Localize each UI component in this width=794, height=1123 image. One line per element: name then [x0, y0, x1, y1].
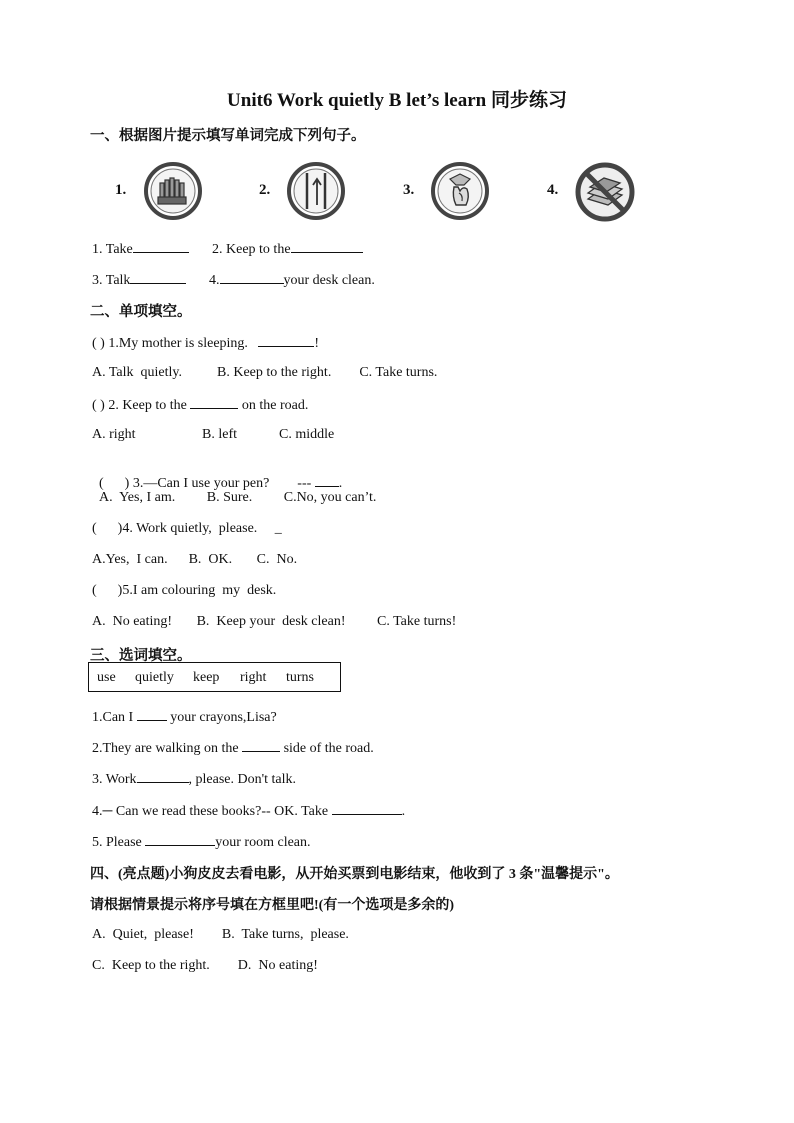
p2-q1-end: !	[314, 336, 320, 351]
p1-q3	[92, 271, 186, 289]
p1-q4	[209, 271, 375, 289]
word-bank-word: keep	[193, 670, 220, 685]
p3-q5-blank[interactable]	[145, 833, 215, 846]
p2-q1-text: ( ) 1.My mother is sleeping.	[92, 336, 248, 351]
p3-q5-text-end: your room clean.	[215, 835, 311, 850]
p3-q2-text: 2.They are walking on the	[92, 741, 239, 756]
p3-q4-text: 4.─ Can we read these books?-- OK. Take	[92, 804, 329, 819]
section-4-heading-line2: 请根据情景提示将序号填在方框里吧!(有一个选项是多余的)	[90, 898, 454, 913]
word-bank-word: quietly	[135, 670, 174, 685]
p1-q2-blank[interactable]	[291, 240, 363, 253]
p2-q3-options: A. Yes, I am. B. Sure. C.No, you can’t.	[99, 490, 377, 505]
p3-q5	[92, 833, 311, 851]
p3-q4	[92, 802, 405, 820]
p3-q2-blank[interactable]	[242, 739, 280, 752]
p3-q2	[92, 739, 374, 757]
p2-q3	[92, 458, 342, 492]
hand-quiet-icon	[430, 161, 490, 221]
p2-q2-text-end: on the road.	[241, 398, 309, 413]
p3-q3-text: 3. Work	[92, 772, 137, 787]
word-bank-word: turns	[286, 670, 314, 685]
p2-q4-options: A.Yes, I can. B. OK. C. No.	[92, 552, 298, 567]
p3-q1-text: 1.Can I	[92, 710, 134, 725]
p2-q2-blank[interactable]	[190, 396, 238, 409]
p1-q4-num: 4.	[209, 273, 220, 288]
p2-q1-blank[interactable]	[258, 334, 314, 347]
p1-q3-text: 3. Talk	[92, 273, 131, 288]
p1-q2-text: 2. Keep to the	[212, 242, 291, 257]
p1-q1	[92, 240, 189, 258]
p3-q4-blank[interactable]	[332, 802, 402, 815]
p2-q5-options: A. No eating! B. Keep your desk clean! C. Take turns!	[92, 614, 457, 629]
picture-number-1: 1.	[115, 182, 127, 198]
p3-q3	[92, 770, 296, 788]
p2-q5: ( )5.I am colouring my desk.	[92, 583, 277, 598]
p2-q3-end: .	[338, 476, 343, 491]
p4-options-ab: A. Quiet, please! B. Take turns, please.	[92, 927, 349, 942]
section-2-heading: 二、单项填空。	[90, 304, 192, 320]
p3-q1-text-end: your crayons,Lisa?	[170, 710, 277, 725]
p3-q2-text-end: side of the road.	[283, 741, 374, 756]
p2-q2-text: ( ) 2. Keep to the	[92, 398, 187, 413]
p2-q1	[92, 334, 319, 352]
picture-number-4: 4.	[547, 182, 559, 198]
p2-q4: ( )4. Work quietly, please. _	[92, 521, 282, 536]
p3-q3-text-end: , please. Don't talk.	[188, 772, 297, 787]
p1-q2	[212, 240, 363, 258]
word-bank-box	[88, 662, 341, 692]
picture-number-3: 3.	[403, 182, 415, 198]
section-3-heading: 三、选词填空。	[90, 648, 192, 664]
word-bank-word: use	[97, 670, 116, 685]
p1-q1-blank[interactable]	[133, 240, 189, 253]
p2-q3-text: ( ) 3.—Can I use your pen? ---	[99, 476, 312, 491]
p1-q4-blank[interactable]	[220, 271, 284, 284]
section-1-heading: 一、根据图片提示填写单词完成下列句子。	[90, 128, 366, 144]
p2-q2-options: A. right B. left C. middle	[92, 427, 335, 442]
p3-q5-text: 5. Please	[92, 835, 142, 850]
p3-q3-blank[interactable]	[137, 770, 189, 783]
p2-q1-options: A. Talk quietly. B. Keep to the right. C. Take turns.	[92, 365, 438, 380]
p3-q4-end: .	[401, 804, 406, 819]
p2-q3-blank[interactable]	[315, 474, 339, 487]
p1-q1-text: 1. Take	[92, 242, 133, 257]
p1-q4-text: your desk clean.	[283, 273, 375, 288]
section-4-heading-line1: 四、(亮点题)小狗皮皮去看电影，从开始买票到电影结束，他收到了 3 条"温馨提示"。	[90, 867, 619, 882]
p3-q1	[92, 708, 277, 726]
page-title: Unit6 Work quietly B let’s learn 同步练习	[227, 90, 567, 111]
p3-q1-blank[interactable]	[137, 708, 167, 721]
p4-options-cd: C. Keep to the right. D. No eating!	[92, 958, 318, 973]
picture-number-2: 2.	[259, 182, 271, 198]
keep-right-arrow-icon	[286, 161, 346, 221]
word-bank-word: right	[240, 670, 267, 685]
p1-q3-blank[interactable]	[130, 271, 186, 284]
p2-q2	[92, 396, 308, 414]
crayons-in-circle-icon	[143, 161, 203, 221]
no-eating-sign-icon	[574, 161, 636, 223]
